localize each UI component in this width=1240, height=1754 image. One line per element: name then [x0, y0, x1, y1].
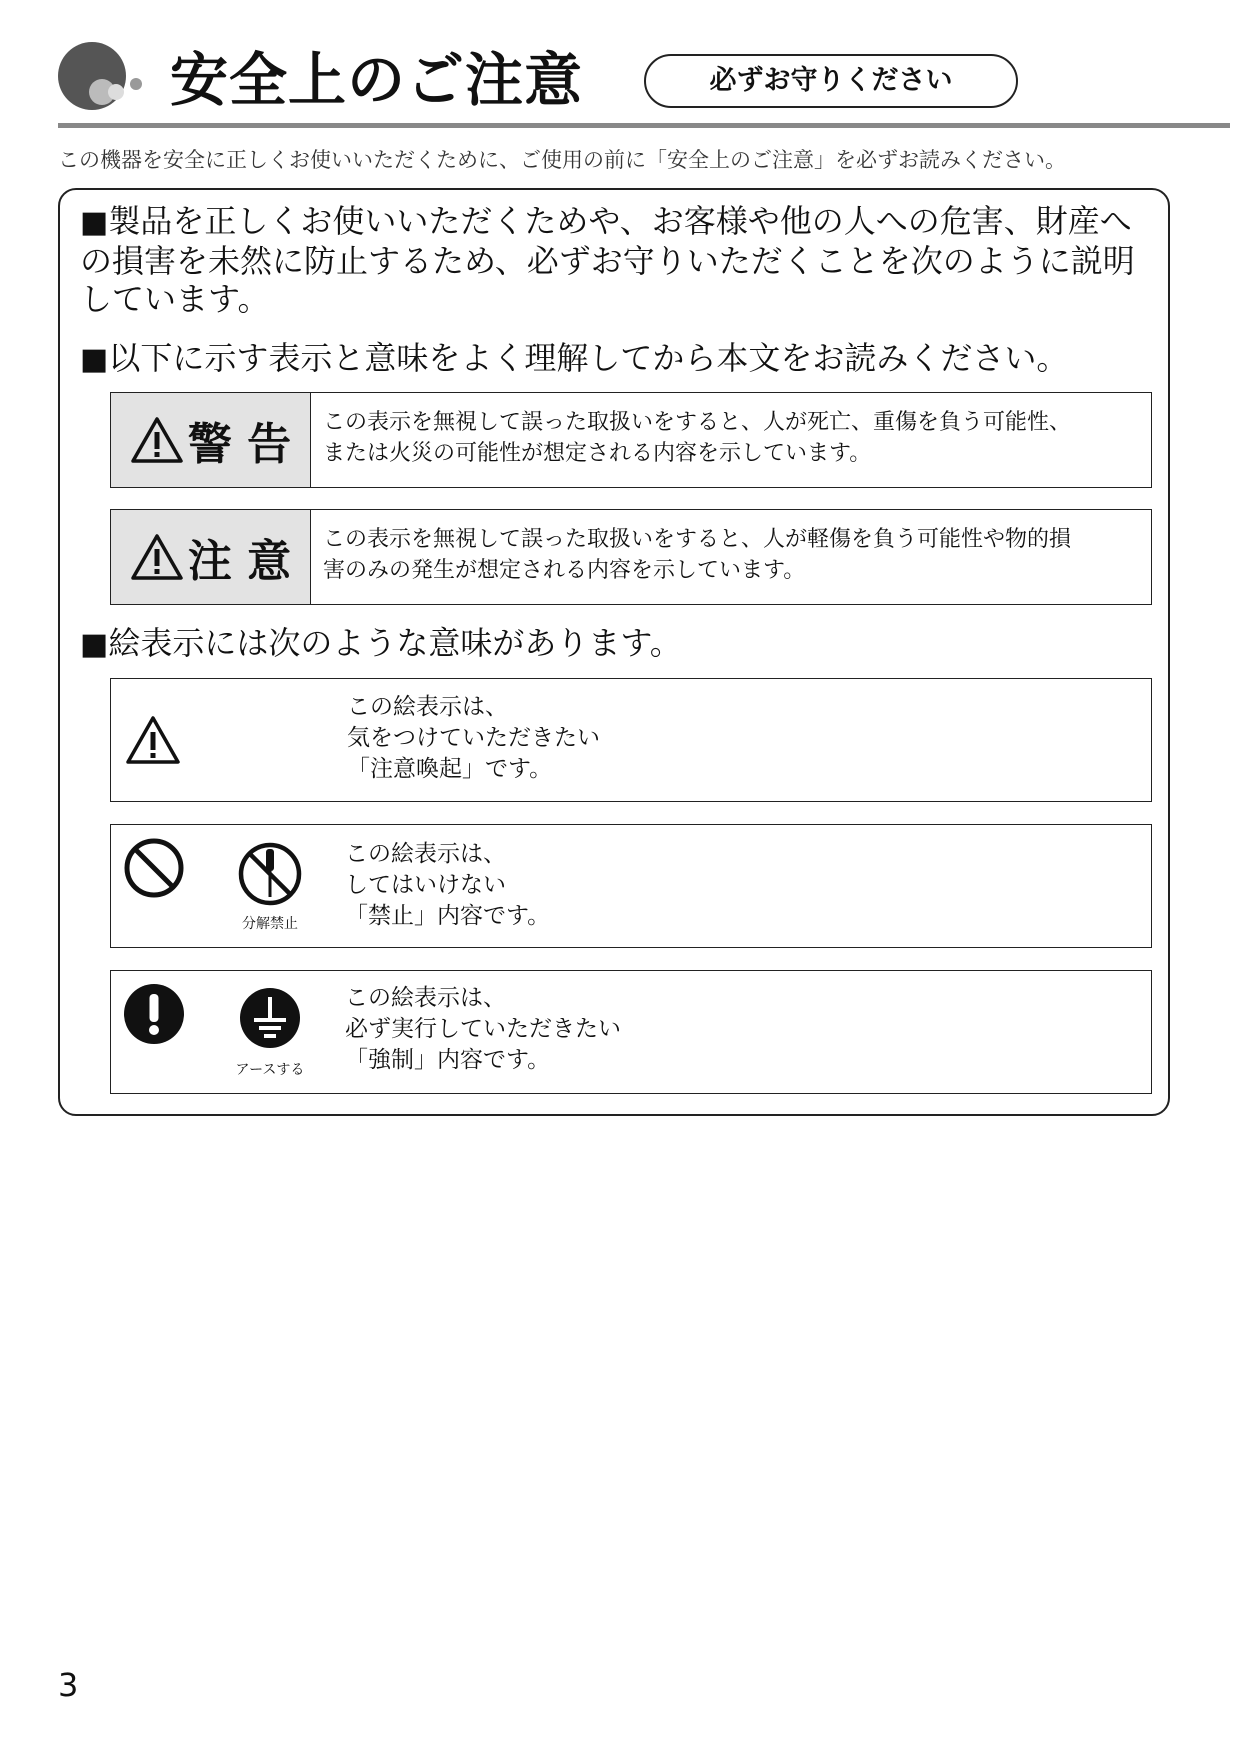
caution-label: 注 意 — [187, 536, 292, 587]
ground-icon — [239, 987, 301, 1049]
caution-triangle-icon — [125, 715, 181, 765]
pictograms-heading-text: 絵表示には次のような意味があります。 — [108, 624, 682, 662]
purpose-text: 製品を正しくお使いいただくためや、お客様や他の人への危害、財産への損害を未然に防止するため、必ずお守りいただくことを次のように説明しています。 — [80, 202, 1135, 318]
ground-label: アースする — [235, 1062, 305, 1078]
title-circle-logo-icon — [58, 40, 158, 116]
no-disassembly-label: 分解禁止 — [242, 916, 298, 932]
warning-description-line: この表示を無視して誤った取扱いをすると、人が死亡、重傷を負う可能性、 — [323, 410, 1072, 435]
warning-label-cell — [111, 393, 311, 487]
bullet-square: ■ — [80, 342, 109, 377]
page-number: 3 — [58, 1666, 79, 1704]
bullet-square: ■ — [80, 627, 109, 662]
prohibition-pictogram-text: この絵表示は、 してはいけない 「禁止」内容です。 — [345, 841, 551, 929]
prohibition-icon — [123, 837, 185, 899]
title-divider — [58, 123, 1230, 128]
prohibition-pictogram-box — [110, 824, 1152, 948]
warning-description — [311, 393, 1151, 487]
caution-pictogram-text: この絵表示は、 気をつけていただきたい 「注意喚起」です。 — [347, 694, 600, 782]
caution-description — [311, 510, 1151, 604]
no-disassembly-icon — [237, 841, 303, 907]
bullet-square: ■ — [80, 205, 109, 240]
caution-pictogram-box — [110, 678, 1152, 802]
signals-heading — [80, 339, 1068, 379]
caution-description-line: この表示を無視して誤った取扱いをすると、人が軽傷を負う可能性や物的損 — [323, 527, 1072, 552]
mandatory-pictogram-box — [110, 970, 1152, 1094]
purpose-heading — [80, 202, 1160, 318]
signals-heading-text: 以下に示す表示と意味をよく理解してから本文をお読みください。 — [108, 339, 1069, 377]
mandatory-exclamation-icon — [123, 983, 185, 1045]
mandatory-pictogram-text: この絵表示は、 必ず実行していただきたい 「強制」内容です。 — [345, 985, 621, 1073]
warning-signal-box — [110, 392, 1152, 488]
warning-description-line: または火災の可能性が想定される内容を示しています。 — [323, 441, 872, 466]
title-row — [58, 40, 1238, 130]
warning-triangle-icon — [130, 533, 184, 581]
caution-signal-box — [110, 509, 1152, 605]
warning-label: 警 告 — [187, 419, 292, 470]
pictograms-heading — [80, 624, 682, 664]
caution-description-line: 害のみの発生が想定される内容を示しています。 — [323, 558, 806, 583]
caution-label-cell — [111, 510, 311, 604]
must-follow-badge: 必ずお守りください — [644, 54, 1018, 108]
intro-text: この機器を安全に正しくお使いいただくために、ご使用の前に「安全上のご注意」を必ずお読みください。 — [58, 148, 1066, 172]
warning-triangle-icon — [130, 416, 184, 464]
page-title: 安全上のご注意 — [170, 46, 584, 114]
